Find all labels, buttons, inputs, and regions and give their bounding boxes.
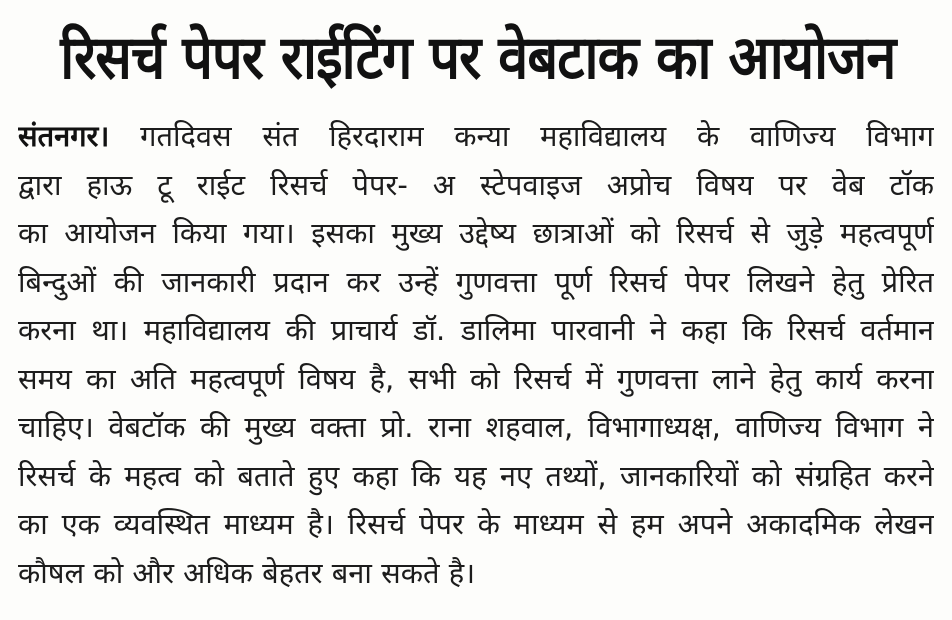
article-line-10: कौषल को और अधिक बेहतर बना सकते है। [18,555,476,590]
article-line-4: बिन्दुओं की जानकारी प्रदान कर उन्हें गुणवत्ता पूर्ण रिसर्च पेपर लिखने हेतु प्रेरित [18,264,934,299]
article-line-8: रिसर्च के महत्व को बताते हुए कहा कि यह नए तथ्यों, जानकारियों को संग्रहित करने [18,458,934,493]
article-line-2: द्वारा हाऊ टू राईट रिसर्च पेपर- अ स्टेपवाइज अप्रोच विषय पर वेब टॉक [18,167,934,202]
article-line-6: समय का अति महत्वपूर्ण विषय है, सभी को रिसर्च में गुणवत्ता लाने हेतु कार्य करना [18,361,934,396]
article-line-1-text: गतदिवस संत हिरदाराम कन्या महाविद्यालय के वाणिज्य विभाग [109,119,934,153]
article-line-7: चाहिए। वेबटॉक की मुख्य वक्ता प्रो. राना शहवाल, विभागाध्यक्ष, वाणिज्य विभाग ने [18,410,934,444]
article-line-9: का एक व्यवस्थित माध्यम है। रिसर्च पेपर के माध्यम से हम अपने अकादमिक लेखन [18,507,934,541]
article-line-3: का आयोजन किया गया। इसका मुख्य उद्देष्य छात्राओं को रिसर्च से जुड़े महत्वपूर्ण [18,216,934,250]
article-body [18,112,934,597]
article-line-1 [18,112,934,161]
headline: रिसर्च पेपर राईटिंग पर वेबटाक का आयोजन [60,23,896,93]
article-line-5: करना था। महाविद्यालय की प्राचार्य डॉ. डालिमा पारवानी ने कहा कि रिसर्च वर्तमान [18,313,934,347]
dateline: संतनगर। [18,119,110,153]
